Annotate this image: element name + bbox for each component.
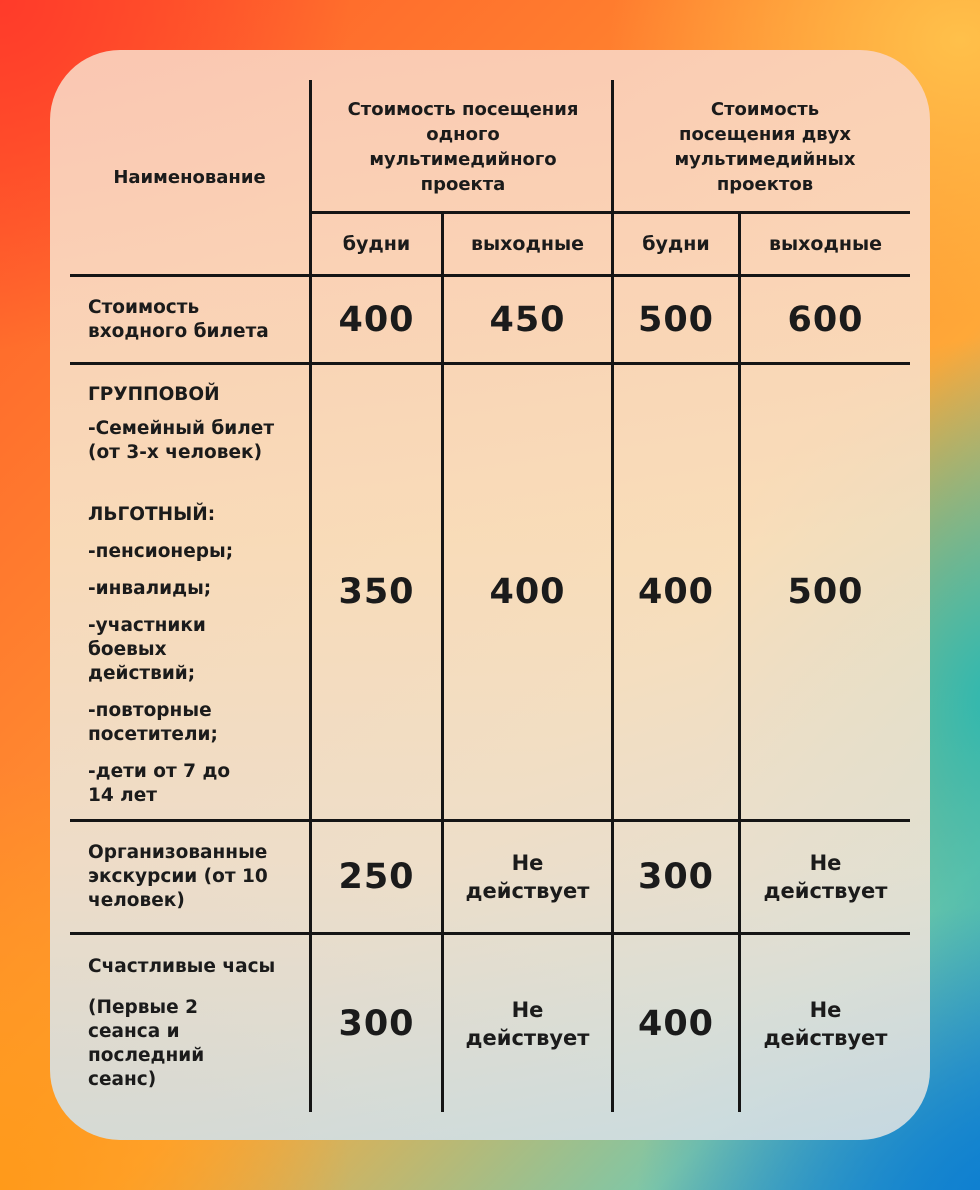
happy-title: Счастливые часы	[88, 956, 276, 977]
happy-price-3: 400	[637, 1003, 715, 1044]
row-discount-label	[88, 383, 293, 808]
header-weekends-1: выходные	[470, 233, 585, 255]
benefit-veterans: -участники боевых действий;	[88, 615, 206, 684]
row-excursions-label: Организованные экскурсии (от 10 человек)	[88, 842, 268, 911]
row-happy-label	[88, 955, 293, 1092]
discount-price-1: 350	[338, 572, 415, 612]
entry-price-3: 500	[637, 299, 715, 340]
discount-price-2: 400	[489, 572, 566, 612]
happy-price-1: 300	[338, 1003, 415, 1044]
excursions-price-3: 300	[637, 857, 715, 897]
entry-price-4: 600	[787, 299, 864, 340]
benefit-repeat: -повторные посетители;	[88, 700, 218, 745]
header-weekdays-2: будни	[642, 233, 710, 255]
entry-price-1: 400	[338, 299, 415, 340]
row-entry-label: Стоимость входного билета	[88, 297, 269, 342]
discount-price-3: 400	[637, 572, 715, 612]
happy-desc: (Первые 2 сеанса и последний сеанс)	[88, 997, 205, 1090]
family-ticket: -Семейный билет (от 3-х человек)	[88, 418, 275, 463]
header-weekends-2: выходные	[768, 233, 883, 255]
benefit-disabled: -инвалиды;	[88, 578, 212, 599]
benefit-title: ЛЬГОТНЫЙ:	[88, 504, 216, 525]
benefit-pensioners: -пенсионеры;	[88, 541, 234, 562]
header-one-project: Стоимость посещения одного мультимедийного проекта	[347, 99, 579, 195]
benefit-kids: -дети от 7 до 14 лет	[88, 761, 231, 806]
happy-price-4: Не действует	[763, 997, 888, 1050]
excursions-price-1: 250	[338, 857, 415, 897]
header-weekdays-1: будни	[342, 233, 411, 255]
group-title: ГРУППОВОЙ	[88, 384, 220, 405]
header-two-projects: Стоимость посещения двух мультимедийных проектов	[674, 99, 856, 195]
excursions-price-4: Не действует	[763, 851, 888, 903]
discount-price-4: 500	[787, 572, 864, 612]
happy-price-2: Не действует	[465, 997, 590, 1050]
excursions-price-2: Не действует	[465, 851, 590, 903]
entry-price-2: 450	[489, 299, 566, 340]
header-name: Наименование	[113, 166, 266, 188]
